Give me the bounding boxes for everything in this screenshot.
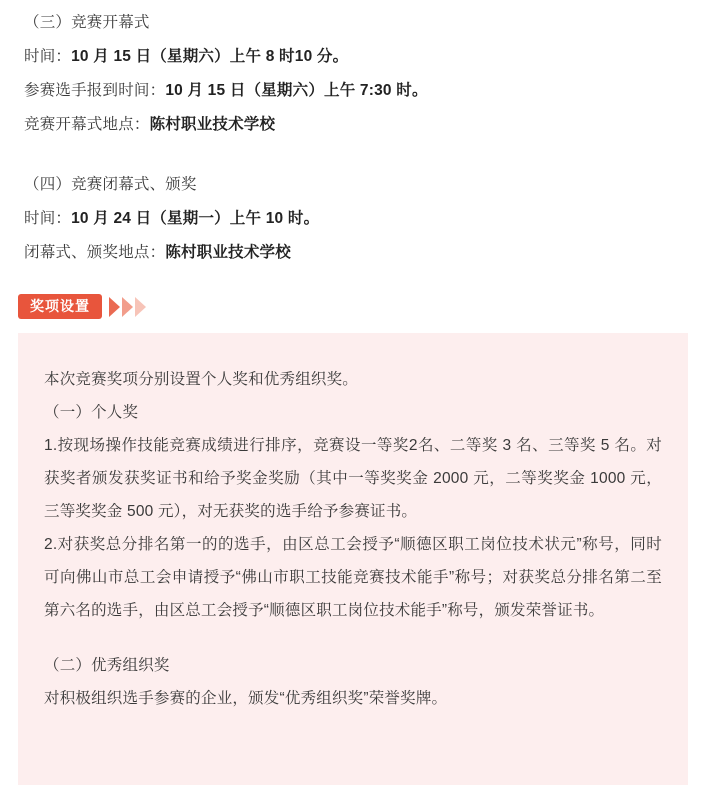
schedule-section [0, 0, 706, 270]
panel-spacer [44, 627, 662, 649]
opening-ceremony-time-line [24, 40, 682, 74]
opening-time-value: 10 月 15 日（星期六）上午 8 时10 分。 [71, 48, 349, 65]
closing-time-label: 时间： [24, 210, 72, 227]
opening-place-line [24, 108, 682, 142]
report-time-label: 参赛选手报到时间： [24, 82, 166, 99]
closing-time-value: 10 月 24 日（星期一）上午 10 时。 [71, 210, 320, 227]
chevron-right-icon [122, 297, 133, 317]
organization-award-heading: （二）优秀组织奖 [44, 657, 170, 674]
awards-banner-label: 奖项设置 [18, 294, 102, 319]
awards-section-banner [18, 294, 706, 319]
chevron-right-icon [109, 297, 120, 317]
individual-award-item-1: 1.按现场操作技能竞赛成绩进行排序，竞赛设一等奖2名、二等奖 3 名、三等奖 5 名。对获奖者颁发获奖证书和给予奖金奖励（其中一等奖奖金 2000 元，二等奖奖金 1000 元，三等奖奖金 500 元），对无获奖的选手给予参赛证书。 [44, 437, 662, 520]
opening-place-label: 竞赛开幕式地点： [24, 116, 150, 133]
awards-intro: 本次竞赛奖项分别设置个人奖和优秀组织奖。 [44, 371, 359, 388]
report-time-line [24, 74, 682, 108]
organization-award-body: 对积极组织选手参赛的企业，颁发“优秀组织奖”荣誉奖牌。 [44, 690, 448, 707]
closing-ceremony-time-line [24, 202, 682, 236]
closing-place-label: 闭幕式、颁奖地点： [24, 244, 166, 261]
opening-place-value: 陈村职业技术学校 [149, 116, 276, 133]
closing-place-value: 陈村职业技术学校 [165, 244, 291, 261]
chevron-group [109, 297, 148, 317]
report-time-value: 10 月 15 日（星期六）上午 7:30 时。 [165, 82, 428, 99]
section-spacer [24, 142, 682, 168]
opening-ceremony-heading: （三）竞赛开幕式 [24, 14, 150, 31]
chevron-right-icon [135, 297, 146, 317]
closing-ceremony-heading: （四）竞赛闭幕式、颁奖 [24, 176, 197, 193]
opening-time-label: 时间： [24, 48, 72, 65]
individual-award-item-2: 2.对获奖总分排名第一的的选手，由区总工会授予“顺德区职工岗位技术状元”称号，同时可向佛山市总工会申请授予“佛山市职工技能竞赛技术能手”称号；对获奖总分排名第二至第六名的选手，由区总工会授予“顺德区职工岗位技术能手”称号，颁发荣誉证书。 [44, 536, 662, 619]
closing-place-line [24, 236, 682, 270]
individual-award-heading: （一）个人奖 [44, 404, 139, 421]
awards-content-panel [18, 333, 688, 785]
